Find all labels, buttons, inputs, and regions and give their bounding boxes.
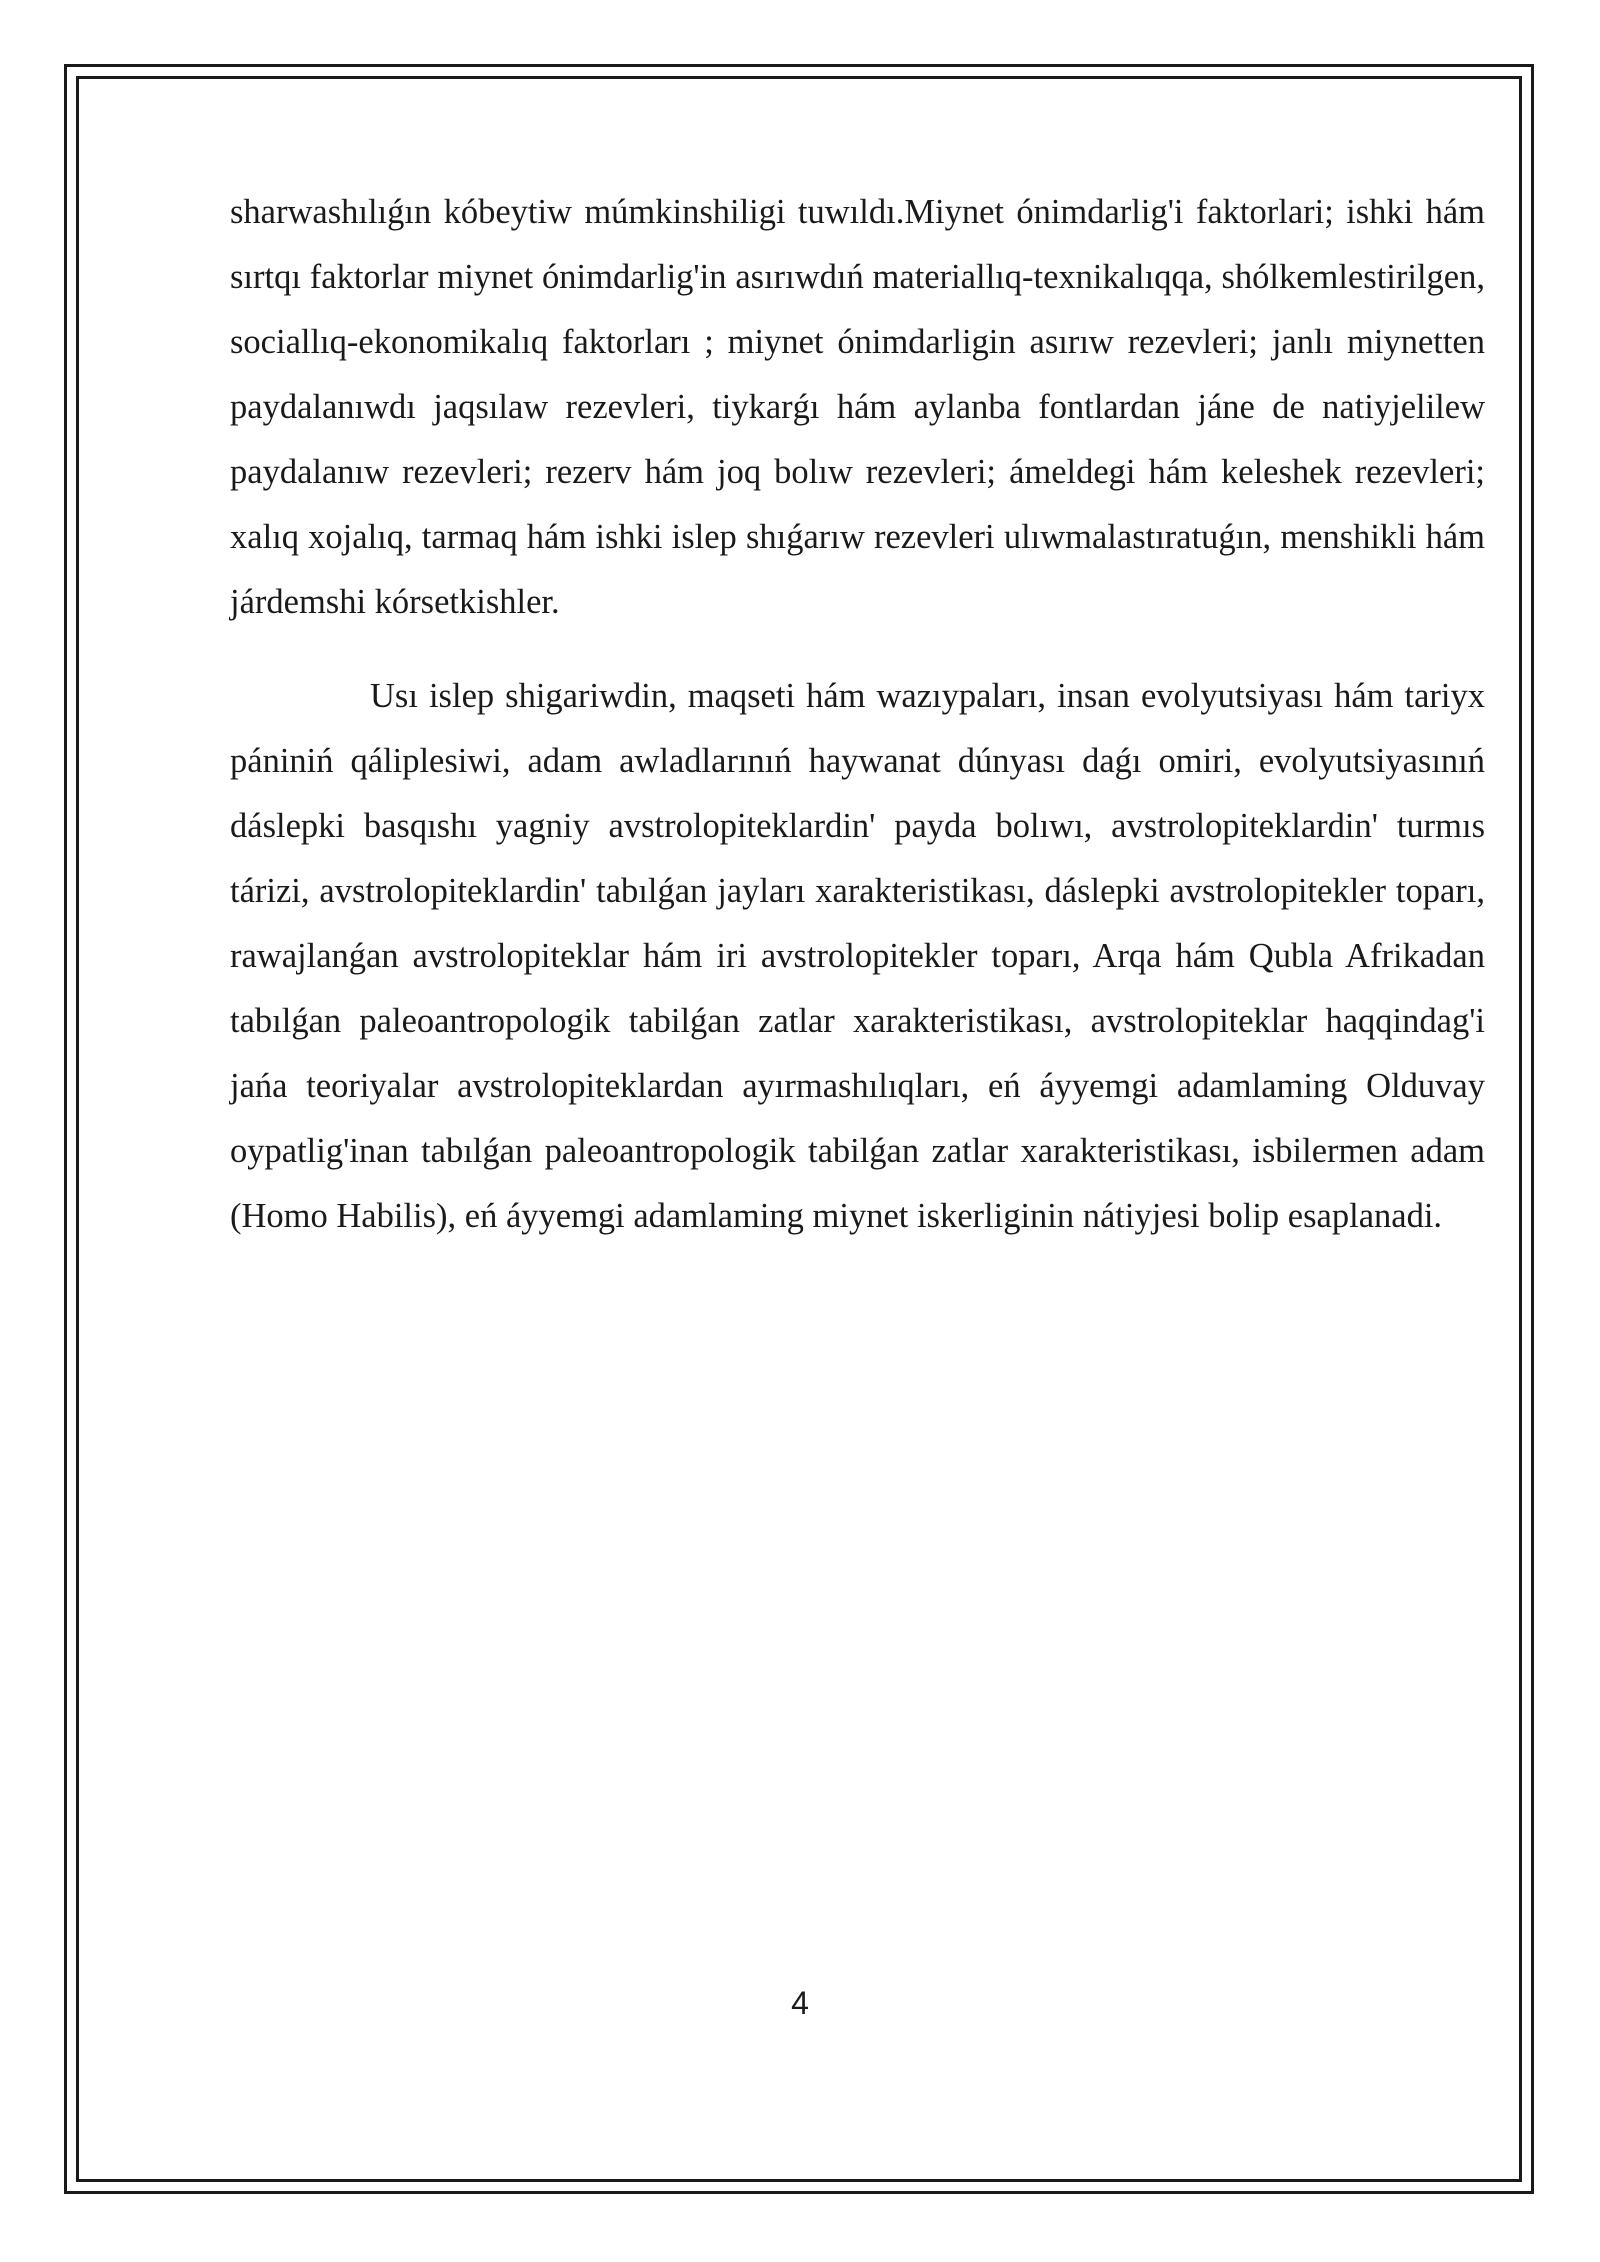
page-body xyxy=(230,180,1485,1249)
paragraph-1: sharwashılıǵın kóbeytiw múmkinshiligi tuwıldı.Miynet ónimdarlig'i faktorlari; ishki hám sırtqı faktorlar miynet ónimdarlig'in asırıwdıń materiallıq-texnikalıqqa, shólkemlestirilgen, sociallıq-ekonomikalıq faktorları ; miynet ónimdarligin asırıw rezevleri; janlı miynetten paydalanıwdı jaqsılaw rezevleri, tiykarǵı hám aylanba fontlardan jáne de natiyjelilew paydalanıw rezevleri; rezerv hám joq bolıw rezevleri; ámeldegi hám keleshek rezevleri; xalıq xojalıq, tarmaq hám ishki islep shıǵarıw rezevleri ulıwmalastıratuǵın, menshikli hám járdemshi kórsetkishler. xyxy=(230,193,1485,621)
page-number: 4 xyxy=(791,1985,809,2021)
paragraph-2: Usı islep shigariwdin, maqseti hám wazıypaları, insan evolyutsiyası hám tariyx pániniń qáliplesiwi, adam awladlarınıń haywanat dúnyası daǵı omiri, evolyutsiyasınıń dáslepki basqıshı yagniy avstrolopiteklardin' payda bolıwı, avstrolopiteklardin' turmıs tárizi, avstrolopiteklardin' tabılǵan jayları xarakteristikası, dáslepki avstrolopitekler toparı, rawajlanǵan avstrolopiteklar hám iri avstrolopitekler toparı, Arqa hám Qubla Afrikadan tabılǵan paleoantropologik tabilǵan zatlar xarakteristikası, avstrolopiteklar haqqindag'i jańa teoriyalar avstrolopiteklardan ayırmashılıqları, eń áyyemgi adamlaming Olduvay oypatlig'inan tabılǵan paleoantropologik tabilǵan zatlar xarakteristikası, isbilermen adam (Homo Habilis), eń áyyemgi adamlaming miynet iskerliginin nátiyjesi bolip esaplanadi. xyxy=(230,677,1485,1235)
